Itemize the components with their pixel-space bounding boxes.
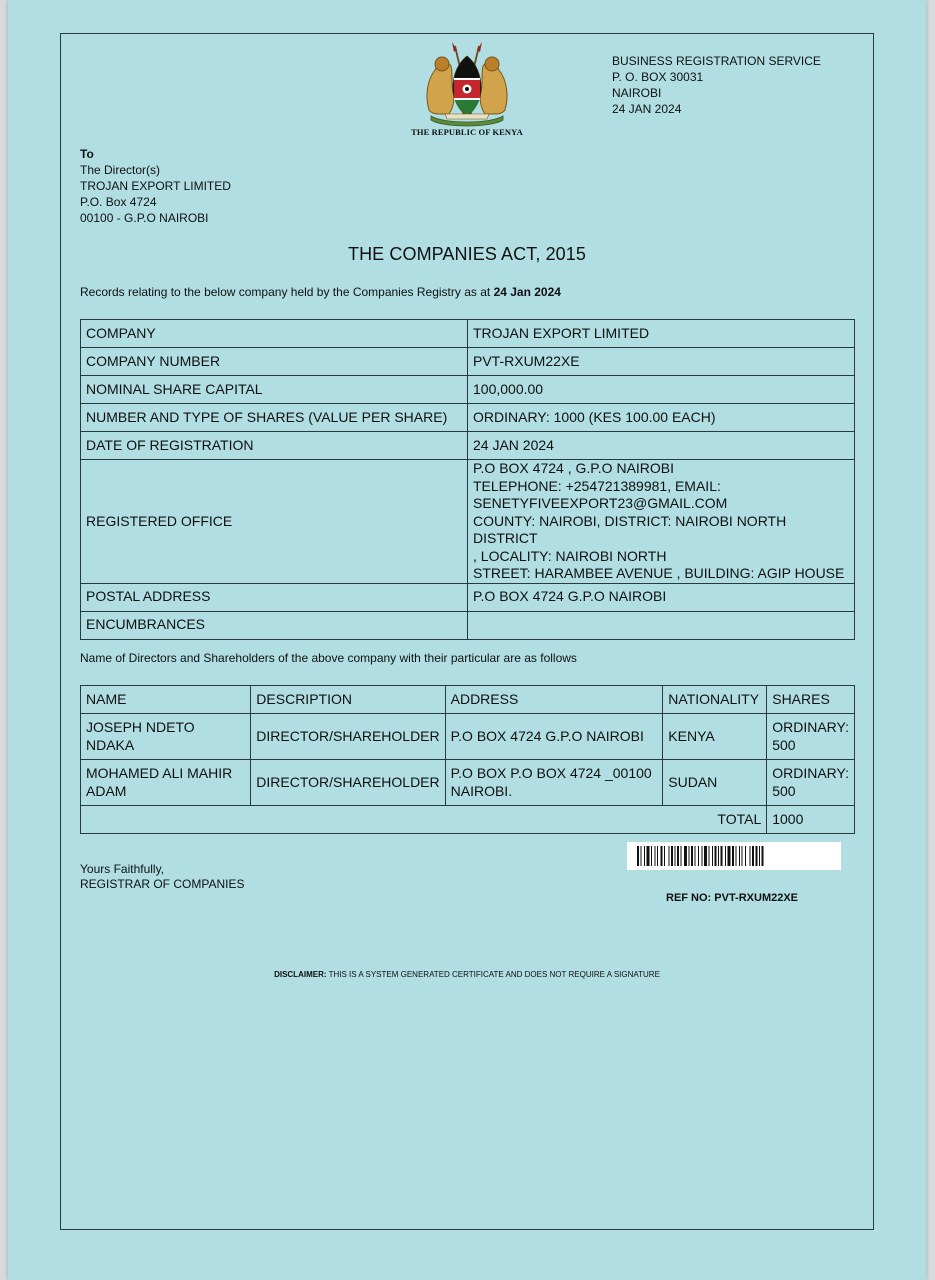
name-line: ADAM — [86, 782, 127, 799]
field-label: COMPANY NUMBER — [81, 348, 468, 376]
closing-signatory: REGISTRAR OF COMPANIES — [80, 877, 245, 891]
barcode — [627, 842, 841, 870]
kenya-coat-of-arms-icon — [423, 40, 511, 128]
barcode-icon — [637, 846, 831, 866]
table-row — [81, 583, 855, 611]
shares-line: 500 — [772, 736, 796, 753]
column-header: SHARES — [767, 686, 855, 714]
director-description: DIRECTOR/SHAREHOLDER — [251, 760, 445, 806]
document-title: THE COMPANIES ACT, 2015 — [347, 244, 587, 264]
value-line: , LOCALITY: NAIROBI NORTH — [473, 547, 667, 564]
column-header: NAME — [81, 686, 251, 714]
column-header: DESCRIPTION — [251, 686, 445, 714]
records-note-text: Records relating to the below company held by the Companies Registry as at — [80, 285, 494, 299]
company-info-table — [80, 319, 855, 640]
total-value: 1000 — [767, 806, 855, 834]
addressee-line: P.O. Box 4724 — [80, 195, 157, 209]
total-row — [81, 806, 855, 834]
field-value — [468, 460, 855, 584]
value-line: SENETYFIVEEXPORT23@GMAIL.COM — [473, 495, 728, 511]
field-label: NOMINAL SHARE CAPITAL — [81, 376, 468, 404]
field-value: PVT-RXUM22XE — [468, 348, 855, 376]
table-row — [81, 760, 855, 806]
disclaimer-label: DISCLAIMER: — [274, 970, 327, 979]
table-row — [81, 714, 855, 760]
issuer-line: NAIROBI — [612, 86, 662, 100]
shares-line: ORDINARY: — [772, 719, 849, 735]
records-note — [80, 285, 561, 299]
director-description: DIRECTOR/SHAREHOLDER — [251, 714, 445, 760]
table-header-row — [81, 686, 855, 714]
name-line: MOHAMED ALI MAHIR — [86, 765, 233, 781]
field-label: ENCUMBRANCES — [81, 611, 468, 639]
table-row — [81, 432, 855, 460]
table-row — [81, 376, 855, 404]
emblem-caption: THE REPUBLIC OF KENYA — [411, 127, 523, 137]
table-row — [81, 320, 855, 348]
issuer-line: BUSINESS REGISTRATION SERVICE — [612, 54, 821, 68]
field-value: 100,000.00 — [468, 376, 855, 404]
table-row — [81, 404, 855, 432]
field-label: POSTAL ADDRESS — [81, 583, 468, 611]
column-header: ADDRESS — [445, 686, 663, 714]
field-value: ORDINARY: 1000 (KES 100.00 EACH) — [468, 404, 855, 432]
director-name — [81, 760, 251, 806]
document-page — [8, 0, 926, 1280]
to-label: To — [80, 147, 94, 161]
issuer-address — [612, 53, 821, 117]
closing-block — [80, 862, 244, 892]
table-row — [81, 460, 855, 584]
total-label: TOTAL — [81, 806, 767, 834]
field-label: DATE OF REGISTRATION — [81, 432, 468, 460]
directors-note: Name of Directors and Shareholders of the above company with their particular are as follows — [80, 651, 577, 665]
director-name: JOSEPH NDETO NDAKA — [81, 714, 251, 760]
field-value: TROJAN EXPORT LIMITED — [468, 320, 855, 348]
records-note-date: 24 Jan 2024 — [493, 285, 561, 299]
director-shares — [767, 760, 855, 806]
field-label: NUMBER AND TYPE OF SHARES (VALUE PER SHARE) — [81, 404, 468, 432]
value-line: COUNTY: NAIROBI, DISTRICT: NAIROBI NORTH DISTRICT — [473, 512, 787, 546]
shares-line: 500 — [772, 782, 796, 799]
closing-salutation: Yours Faithfully, — [80, 862, 165, 876]
addressee-block — [80, 146, 231, 226]
value-line: STREET: HARAMBEE AVENUE , BUILDING: AGIP HOUSE — [473, 565, 845, 581]
directors-table — [80, 685, 855, 834]
director-nationality: KENYA — [663, 714, 767, 760]
field-label: COMPANY — [81, 320, 468, 348]
value-line: TELEPHONE: +254721389981, EMAIL: — [473, 477, 721, 494]
director-nationality: SUDAN — [663, 760, 767, 806]
column-header: NATIONALITY — [663, 686, 767, 714]
value-line: P.O BOX 4724 , G.P.O NAIROBI — [473, 460, 675, 476]
addressee-line: 00100 - G.P.O NAIROBI — [80, 211, 209, 225]
director-shares — [767, 714, 855, 760]
addressee-line: TROJAN EXPORT LIMITED — [80, 179, 231, 193]
addressee-line: The Director(s) — [80, 163, 161, 177]
address-line: P.O BOX P.O BOX 4724 _00100 — [450, 765, 652, 781]
table-row — [81, 611, 855, 639]
coat-of-arms — [406, 40, 528, 138]
ref-number: REF NO: PVT-RXUM22XE — [666, 892, 799, 904]
table-row — [81, 348, 855, 376]
field-value — [468, 611, 855, 639]
address-line: NAIROBI. — [450, 782, 513, 799]
issuer-line: P. O. BOX 30031 — [612, 70, 704, 84]
director-address: P.O BOX 4724 G.P.O NAIROBI — [445, 714, 663, 760]
field-value: P.O BOX 4724 G.P.O NAIROBI — [468, 583, 855, 611]
shares-line: ORDINARY: — [772, 765, 849, 781]
disclaimer — [60, 970, 874, 979]
field-value: 24 JAN 2024 — [468, 432, 855, 460]
director-address — [445, 760, 663, 806]
issue-date: 24 JAN 2024 — [612, 102, 682, 116]
disclaimer-text: THIS IS A SYSTEM GENERATED CERTIFICATE AND DOES NOT REQUIRE A SIGNATURE — [326, 970, 660, 979]
field-label: REGISTERED OFFICE — [81, 460, 468, 584]
